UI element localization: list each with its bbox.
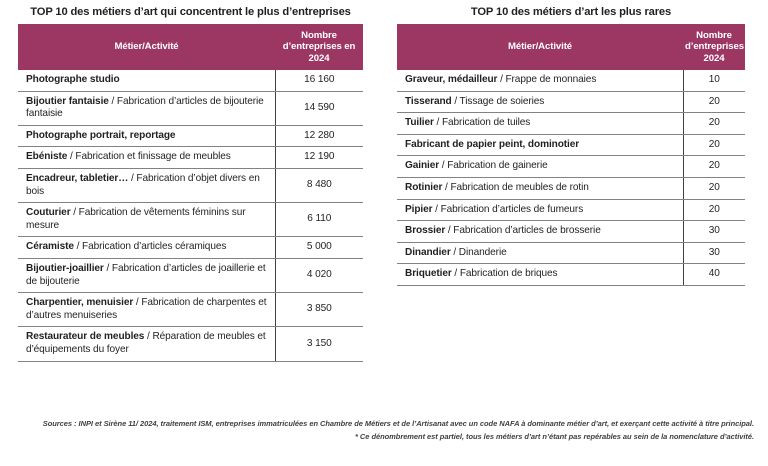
cell-metier-activite bbox=[18, 147, 275, 169]
column-header-nombre-entreprises: Nombre d’entreprises 2024 bbox=[683, 24, 745, 70]
table-row bbox=[18, 203, 363, 237]
job-title: Briquetier bbox=[405, 268, 452, 280]
table-rarest bbox=[397, 24, 745, 286]
table-body-rarest bbox=[397, 70, 745, 285]
job-activity: Fabrication de charpentes et d’autres menuiseries bbox=[26, 297, 267, 321]
job-activity: Tissage de soieries bbox=[459, 95, 545, 107]
job-separator: / bbox=[442, 181, 451, 193]
table-row bbox=[397, 221, 745, 243]
job-title: Restaurateur de meubles bbox=[26, 331, 145, 343]
cell-metier-activite bbox=[18, 293, 275, 327]
cell-metier-activite bbox=[18, 203, 275, 237]
job-title: Photographe studio bbox=[26, 74, 120, 85]
job-title: Dinandier bbox=[405, 246, 451, 258]
cell-nombre-entreprises: 20 bbox=[683, 156, 745, 178]
table-row bbox=[18, 168, 363, 202]
job-separator: / bbox=[103, 262, 112, 274]
job-separator: / bbox=[497, 74, 506, 85]
job-title: Rotinier bbox=[405, 181, 443, 193]
table-row bbox=[397, 199, 745, 221]
job-title: Gainier bbox=[405, 160, 440, 172]
job-separator: / bbox=[67, 151, 76, 163]
cell-metier-activite bbox=[397, 113, 683, 135]
job-separator: / bbox=[450, 246, 459, 258]
job-activity: Fabrication de meubles de rotin bbox=[450, 181, 589, 193]
job-activity: Fabrication de tuiles bbox=[441, 117, 531, 129]
cell-metier-activite bbox=[18, 125, 275, 147]
table-header-row bbox=[397, 24, 745, 70]
table-header-row bbox=[18, 24, 363, 70]
cell-metier-activite bbox=[397, 134, 683, 156]
cell-nombre-entreprises: 3 850 bbox=[275, 293, 363, 327]
job-title: Bijoutier fantaisie bbox=[26, 95, 109, 107]
job-title: Graveur, médailleur bbox=[405, 74, 498, 85]
job-separator: / bbox=[128, 172, 137, 184]
table-row bbox=[397, 134, 745, 156]
table-head-most-companies bbox=[18, 24, 363, 70]
job-title: Photographe portrait, reportage bbox=[26, 129, 176, 141]
job-title: Ebéniste bbox=[26, 151, 68, 163]
table-row bbox=[18, 237, 363, 259]
job-activity: Fabrication d’articles céramiques bbox=[82, 241, 227, 253]
cell-nombre-entreprises: 30 bbox=[683, 221, 745, 243]
cell-nombre-entreprises: 20 bbox=[683, 91, 745, 113]
job-title: Brossier bbox=[405, 225, 446, 237]
job-separator: / bbox=[108, 95, 117, 107]
job-separator: / bbox=[144, 331, 153, 343]
table-row bbox=[397, 91, 745, 113]
cell-metier-activite bbox=[397, 156, 683, 178]
cell-nombre-entreprises: 14 590 bbox=[275, 91, 363, 125]
table-row bbox=[18, 293, 363, 327]
cell-metier-activite bbox=[18, 91, 275, 125]
column-header-metier-activite: Métier/Activité bbox=[18, 24, 275, 70]
job-separator: / bbox=[445, 225, 454, 237]
table-row bbox=[397, 70, 745, 91]
table-title-rarest: TOP 10 des métiers d’art les plus rares bbox=[470, 6, 672, 18]
table-row bbox=[397, 177, 745, 199]
cell-nombre-entreprises: 4 020 bbox=[275, 258, 363, 292]
cell-metier-activite bbox=[18, 168, 275, 202]
column-header-nombre-entreprises: Nombre d’entreprises en 2024 bbox=[275, 24, 363, 70]
cell-nombre-entreprises: 12 190 bbox=[275, 147, 363, 169]
cell-nombre-entreprises: 40 bbox=[683, 264, 745, 286]
cell-metier-activite bbox=[397, 242, 683, 264]
asterisk-note-line: * Ce dénombrement est partiel, tous les métiers d’art n’étant pas repérables au sein de la nomenclature d’activité. bbox=[355, 431, 754, 441]
job-separator: / bbox=[133, 297, 142, 309]
job-separator: / bbox=[451, 268, 460, 280]
job-activity: Fabrication de gainerie bbox=[447, 160, 548, 172]
cell-metier-activite bbox=[397, 199, 683, 221]
job-activity: Fabrication de briques bbox=[459, 268, 558, 280]
job-title: Tuilier bbox=[405, 117, 434, 129]
sources-line: Sources : INPI et Sirène 11/ 2024, traitement ISM, entreprises immatriculées en Chambre de Métiers et de l’Artisanat avec un code NAFA à dominante métier d’art, et exerçant cette activité à titre principal. bbox=[42, 419, 754, 428]
job-activity: Fabrication d’articles de joaillerie et de bijouterie bbox=[26, 262, 266, 287]
cell-metier-activite bbox=[397, 70, 683, 91]
job-activity: Fabrication d’articles de fumeurs bbox=[440, 203, 584, 215]
table-row bbox=[397, 113, 745, 135]
cell-nombre-entreprises: 20 bbox=[683, 134, 745, 156]
cell-metier-activite bbox=[18, 327, 275, 361]
cell-metier-activite bbox=[397, 177, 683, 199]
table-body-most-companies bbox=[18, 70, 363, 361]
job-title: Encadreur, tabletier… bbox=[26, 172, 129, 184]
column-header-metier-activite: Métier/Activité bbox=[397, 24, 683, 70]
cell-metier-activite bbox=[18, 237, 275, 259]
job-separator: / bbox=[433, 117, 442, 129]
table-head-rarest bbox=[397, 24, 745, 70]
cell-nombre-entreprises: 6 110 bbox=[275, 203, 363, 237]
cell-metier-activite bbox=[397, 91, 683, 113]
job-activity: Fabrication et finissage de meubles bbox=[75, 151, 231, 163]
job-title: Couturier bbox=[26, 207, 71, 219]
job-separator: / bbox=[439, 160, 448, 172]
table-row bbox=[18, 327, 363, 361]
job-title: Charpentier, menuisier bbox=[26, 297, 134, 309]
table-block-rarest bbox=[397, 0, 745, 286]
job-title: Céramiste bbox=[26, 241, 74, 253]
table-row bbox=[18, 147, 363, 169]
job-activity: Fabrication d’articles de bijouterie fantaisie bbox=[26, 95, 264, 120]
job-title: Tisserand bbox=[405, 95, 452, 107]
job-activity: Fabrication de vêtements féminins sur mesure bbox=[26, 207, 246, 231]
cell-nombre-entreprises: 5 000 bbox=[275, 237, 363, 259]
job-title: Fabricant de papier peint, dominotier bbox=[405, 138, 580, 150]
job-separator: / bbox=[451, 95, 460, 107]
cell-nombre-entreprises: 30 bbox=[683, 242, 745, 264]
cell-nombre-entreprises: 12 280 bbox=[275, 125, 363, 147]
cell-nombre-entreprises: 20 bbox=[683, 177, 745, 199]
cell-metier-activite bbox=[18, 70, 275, 91]
table-row bbox=[397, 242, 745, 264]
job-separator: / bbox=[432, 203, 441, 215]
job-activity: Réparation de meubles et d’équipements du foyer bbox=[26, 331, 266, 355]
job-separator: / bbox=[70, 207, 79, 219]
table-title-most-companies: TOP 10 des métiers d’art qui concentrent le plus d’entreprises bbox=[30, 6, 351, 18]
table-block-most-companies bbox=[18, 0, 363, 362]
sources-footnote bbox=[18, 418, 754, 443]
cell-metier-activite bbox=[18, 258, 275, 292]
table-most-companies bbox=[18, 24, 363, 362]
cell-nombre-entreprises: 3 150 bbox=[275, 327, 363, 361]
cell-metier-activite bbox=[397, 221, 683, 243]
cell-nombre-entreprises: 8 480 bbox=[275, 168, 363, 202]
job-activity: Dinanderie bbox=[458, 246, 507, 258]
cell-nombre-entreprises: 20 bbox=[683, 113, 745, 135]
table-row bbox=[18, 125, 363, 147]
table-row bbox=[18, 91, 363, 125]
table-row bbox=[397, 156, 745, 178]
job-activity: Fabrication d’objet divers en bois bbox=[26, 172, 260, 197]
job-title: Pipier bbox=[405, 203, 433, 215]
table-row bbox=[18, 258, 363, 292]
job-title: Bijoutier-joaillier bbox=[26, 262, 104, 274]
job-activity: Frappe de monnaies bbox=[505, 74, 597, 85]
cell-metier-activite bbox=[397, 264, 683, 286]
cell-nombre-entreprises: 20 bbox=[683, 199, 745, 221]
job-activity: Fabrication d’articles de brosserie bbox=[453, 225, 601, 237]
table-row bbox=[18, 70, 363, 91]
job-separator: / bbox=[73, 241, 83, 253]
cell-nombre-entreprises: 16 160 bbox=[275, 70, 363, 91]
table-row bbox=[397, 264, 745, 286]
cell-nombre-entreprises: 10 bbox=[683, 70, 745, 91]
